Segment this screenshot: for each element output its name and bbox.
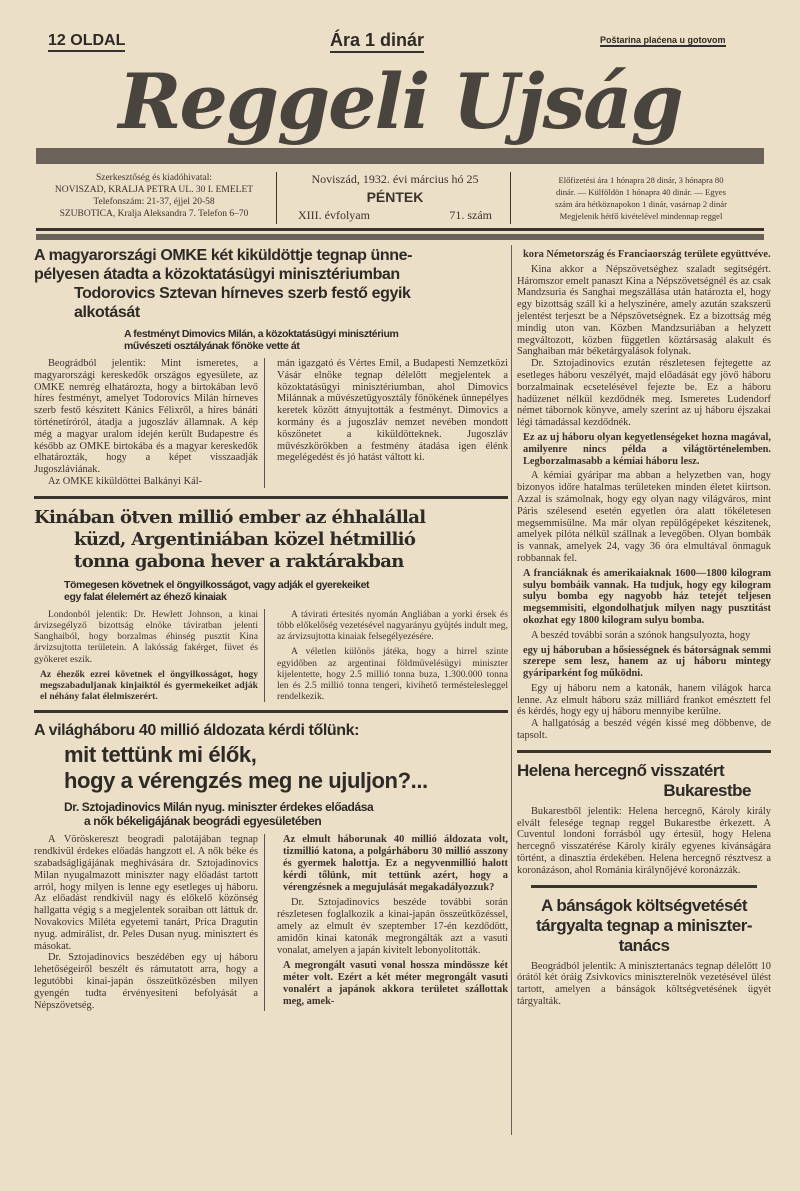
subscription-line: Előfizetési ára 1 hónapra 28 dinár, 3 hónapra 80: [558, 175, 724, 185]
weekday: PÉNTEK: [366, 189, 424, 205]
divider: [517, 750, 771, 753]
bold-paragraph: egy uj háboruban a hősiességnek és bátorságnak semmi szerepe sem lesz, hanem az uj háboru mintegy gyáriparként fog működni.: [523, 644, 771, 680]
paragraph: Londonból jelentik: Dr. Hewlett Johnson, a kinai árvizsegélyző bizottság elnöke táviratban jelenti Sanghaiból, hogy borzalmas éhinség pusztit Kina árvizsujtotta területein. A lakósság fakérget, füvet és gyökeret eszik.: [34, 608, 258, 665]
headline: Kinában ötven millió ember az éhhalállal küzd, Argentiniában közel hétmillió tonna gabona hever a raktárakban: [34, 506, 426, 572]
subhead: A festményt Dimovics Milán, a közoktatásügyi minisztérium művészeti osztályának főnöke vette át: [124, 328, 399, 352]
paragraph: Az OMKE kiküldöttei Balkányi Kál-: [48, 475, 203, 487]
left-column: [34, 246, 508, 1011]
right-column: [517, 246, 771, 1008]
divider: [34, 496, 508, 499]
page-count: 12 OLDAL: [48, 32, 125, 52]
bold-paragraph: Az éhezők ezrei követnek el öngyilkosságot, hogy megszabaduljanak kinjaiktól és gyermekeiket adják el néhány falat élelmiszerért.: [40, 668, 258, 703]
editorial-line: SZUBOTICA, Kralja Aleksandra 7. Telefon 6–70: [59, 209, 249, 219]
article-helena: [517, 761, 771, 877]
bold-paragraph: Ez az uj háboru olyan kegyetlenségeket hozna magával, amilyenre nincs példa a világtörténelemben. Legborzalmasabb a kémiai háboru lesz.: [523, 431, 771, 467]
issue-date: Noviszád, 1932. évi március hó 25: [311, 172, 479, 186]
issue-number: 71. szám: [449, 208, 492, 222]
paragraph: Dr. Sztojadinovics beszéde további során részletesen foglalkozik a kinai-japán összeütközéssel, amely az elmult év szeptember 17-én kezdődött, amidőn kinai katonák megrongálták azt a vasuti vonalat, amelyen a japán kivitelt lebonyolitották.: [277, 897, 508, 956]
paragraph: A hallgatóság a beszéd végén kissé meg döbbenve, de tapsolt.: [517, 718, 771, 742]
paragraph: A Vöröskereszt beogradi palotájában tegnap rendkivül érdekes előadás hangzott el. A nők béke és szabadságligájának meghivására dr. Sztojadinovics Milan nyugalmazott miniszter nagy előadást tartott arról, hogy milyen is lenne egy esetleges uj háboru. Az előadást rendkivül nagy és előkelő közönség hallgatta végig s a megjelentek soraiban ott láttuk dr. Novakovics Miléta egyetemi tanárt, Prica Dragutin nyug. admirálist, dr. Peles Dusan nyug. minisztert és másokat.: [34, 834, 258, 952]
subscription-line: dinár. — Külföldön 1 hónapra 40 dinár. — Egyes: [556, 187, 726, 197]
article-war-lecture: [34, 721, 508, 1011]
headline: A bánságok költségvetését tárgyalta tegnap a miniszter- tanács: [535, 895, 752, 955]
subhead: Tömegesen követnek el öngyilkosságot, vagy adják el gyerekeiket egy falat élelemért az éhező kinaiak: [64, 578, 370, 603]
headline: mit tettünk mi élők, hogy a vérengzés meg ne ujuljon?...: [64, 742, 428, 794]
bold-paragraph: Az elmult háborunak 40 millió áldozata volt, tizmillió katona, a polgárháboru 30 millió asszony és gyermek halottja. Ez a negyvenmillió halott kérdi tőlünk, mit tettünk azért, hogy a vérengzésnek a megujulását megakadályozzuk?: [283, 834, 508, 893]
article-war-lecture-continued: [517, 249, 771, 742]
article-budget: [517, 896, 771, 1008]
editorial-line: NOVISZAD, KRALJA PETRA UL. 30 I. EMELET: [54, 185, 254, 195]
masthead-bar: [36, 148, 764, 164]
headline: A magyarországi OMKE két kiküldöttje tegnap ünne- pélyesen átadta a közoktatásügyi minisztériumban Todorovics Sztevan hírneves szerb festő egyik alkotását: [34, 247, 413, 321]
paragraph: Beográdból jelentik: Mint ismeretes, a magyarországi kereskedők országos egyesülete, az OMKE nemrég elhatározta, hogy a birtokában levő híres festményt, amelyet Todorovics Milán hírneves szerb festő készitett Kánics Félixről, a híres bánáti történetíróról, átadja a jugoszláv államnak. A kép még a magyar uralom idején került Budapestre és később az OMKE birtokába és a magyar kereskedők elhatározták, hogy a képet visszaadják Jugoszláviának.: [34, 358, 258, 476]
bold-paragraph: A megrongált vasuti vonal hossza mindössze két méter volt. Ezért a két méter megrongált vasuti vonalért a japánok akkora területet szállottak meg, amek-: [283, 960, 508, 1007]
subscription-info: [516, 174, 766, 222]
bold-paragraph: kora Németország és Franciaország területe együttvéve.: [523, 249, 771, 260]
paragraph: Egy uj háboru nem a katonák, hanem világok harca lenne. Az elmult háboru száz milliárd frankot emésztett fel és kérdés, hogy egy uj háboru mennyibe kerülne.: [517, 682, 771, 718]
paragraph: A kémiai gyáripar ma abban a helyzetben van, hogy bizonyos időre hatalmas területeken minden életet kiirtson. Azzal is számolnak, hogy egy olyan nagy világváros, mint Páris szélesend esetén egyetlen óra alatt tökéletesen megsemmisülne. Ma már olyan repülőgépeket készitenek, amelyek pilóta nélkül szállnak a levegőben. Olyan bombák is vannak, amelyek 24, vagy 36 óra elmultával önmaguk robbannak fel.: [517, 470, 771, 564]
paragraph: A beszéd további során a szónok hangsulyozta, hogy: [531, 629, 751, 641]
editorial-line: Szerkesztőség és kiadóhivatal:: [95, 173, 213, 183]
kicker: A világháboru 40 millió áldozata kérdi tőlünk:: [34, 722, 360, 740]
paragraph: Beográdból jelentik: A minisztertanács tegnap délelőtt 10 órától két óráig Zsivkovics miniszterelnök vezetésével ülést tartott, amelyen a bánságok költségvetésének ügyét tárgyalták.: [517, 960, 771, 1008]
paragraph: mán igazgató és Vértes Emil, a Budapesti Nemzetközi Vásár elnöke tegnap délelőtt megjelentek a közoktatásügyi minisztériumban, ahol Dimovics Milánnak a művészetügyosztály főnökének ünnepélyes keretek között átnyujtották a festményt. Dimovics a kormány és a jugoszláv nemzet nevében mondott köszönetet a kiküldötteknek. Jugoszláv művészkörökben a festmény átadása igen élénk megelégedést és jó hatást váltott ki.: [277, 358, 508, 464]
editorial-info: [36, 172, 272, 220]
bold-paragraph: A franciáknak és amerikaiaknak 1600—1800 kilogram sulyu bombáik vannak. Ha tudjuk, hogy egy kilogram sulyu bomba egy nagyobb ház tetejét teljesen megsemmisiti, elgondolhatjuk milyen nagy pusztitást okozhat egy 1800 kilogram sulyu bomba.: [523, 567, 771, 626]
paragraph: Dr. Sztojadinovics ezután részletesen fejtegette az esetleges háboru veszélyét, majd előadását egy jövő háboru borzalmainak ecsetelésével fejezte be. Ez a háboru hadüzenet nélkül kezdődnék meg. Ismeretes Ludendorf német tábornok könyve, amely szerint az uj háboru éjszakai légi támadással kezdődnék.: [517, 358, 771, 429]
subscription-line: Megjelenik hétfő kivételével mindennap reggel: [559, 211, 723, 221]
volume: XIII. évfolyam: [298, 208, 370, 222]
postage-note: Poštarina plaćena u gotovom: [600, 35, 726, 45]
price: Ára 1 dinár: [330, 30, 424, 53]
divider: [531, 885, 757, 888]
subhead: Dr. Sztojadinovics Milán nyug. miniszter érdekes előadása a nők békeligájának beográdi egyesületében: [64, 800, 374, 829]
paragraph: Dr. Sztojadinovics beszédében egy uj háboru lehetőségeiről beszélt és rámutatott arra, hogy a legutóbbi kinai-japán összeütközésben milyen gyengén tudta érvényesiteni befolyását a Népszövetség.: [34, 952, 258, 1011]
editorial-line: Telefonszám: 21-37, éjjel 20-58: [93, 197, 215, 207]
paragraph: Bukarestből jelentik: Helena hercegnő, Károly király elvált felesége tegnap reggel Bukarestbe érkezett. A Cuventul londoni forrásból ugy értesül, hogy Helena hercegnő visszatérése Károly király egyenes kivánságára történt, a dinasztia érdekében. Helena hercegnő résztvesz a koronázáson, ahol Románia királynőjévé koronázzák.: [517, 805, 771, 876]
article-omke: [34, 246, 508, 488]
paragraph: Kina akkor a Népszövetséghez szaladt segitségért. Háromszor emelt panaszt Kina a Népszövetségnél és az csak Mandzsuria és Sanghai megszállása után határozta el, hogy egy bizottság száll ki a helyszinére, amely azután szakszerű jelentést terjeszt be a Népszövetségnek. Ez a bizottság még mindig uton van. Közben Mandzsuriában a helyzett megváltozott, közben független köztársaság alakult és Sanghaiban már béketárgyalások folynak.: [517, 263, 771, 358]
paragraph: A távirati értesités nyomán Angliában a yorki érsek és több előkelőség vezetésével nagyarányu gyüjtés indult meg, az árvizsujtotta kinaiak felsegélyezésére.: [277, 608, 508, 643]
headline: Helena hercegnő visszatért Bukarestbe: [517, 760, 751, 800]
masthead-title: Reggeli Ujság: [118, 57, 682, 146]
issue-info: [290, 172, 500, 223]
subscription-line: szám ára hétköznapokon 1 dinár, vasárnap 2 dinár: [555, 199, 727, 209]
paragraph: A véletlen különös játéka, hogy a hirrel szinte egyidőben az argentinai földmüvelésügyi miniszter kijelentette, hogy 2.5 millió tonna buza, 1.300.000 tonna len és 2.5 millió tonna tengeri, kivihető terméstelesleggel rendelkezik.: [277, 646, 508, 703]
divider: [34, 710, 508, 713]
article-china-famine: [34, 507, 508, 703]
